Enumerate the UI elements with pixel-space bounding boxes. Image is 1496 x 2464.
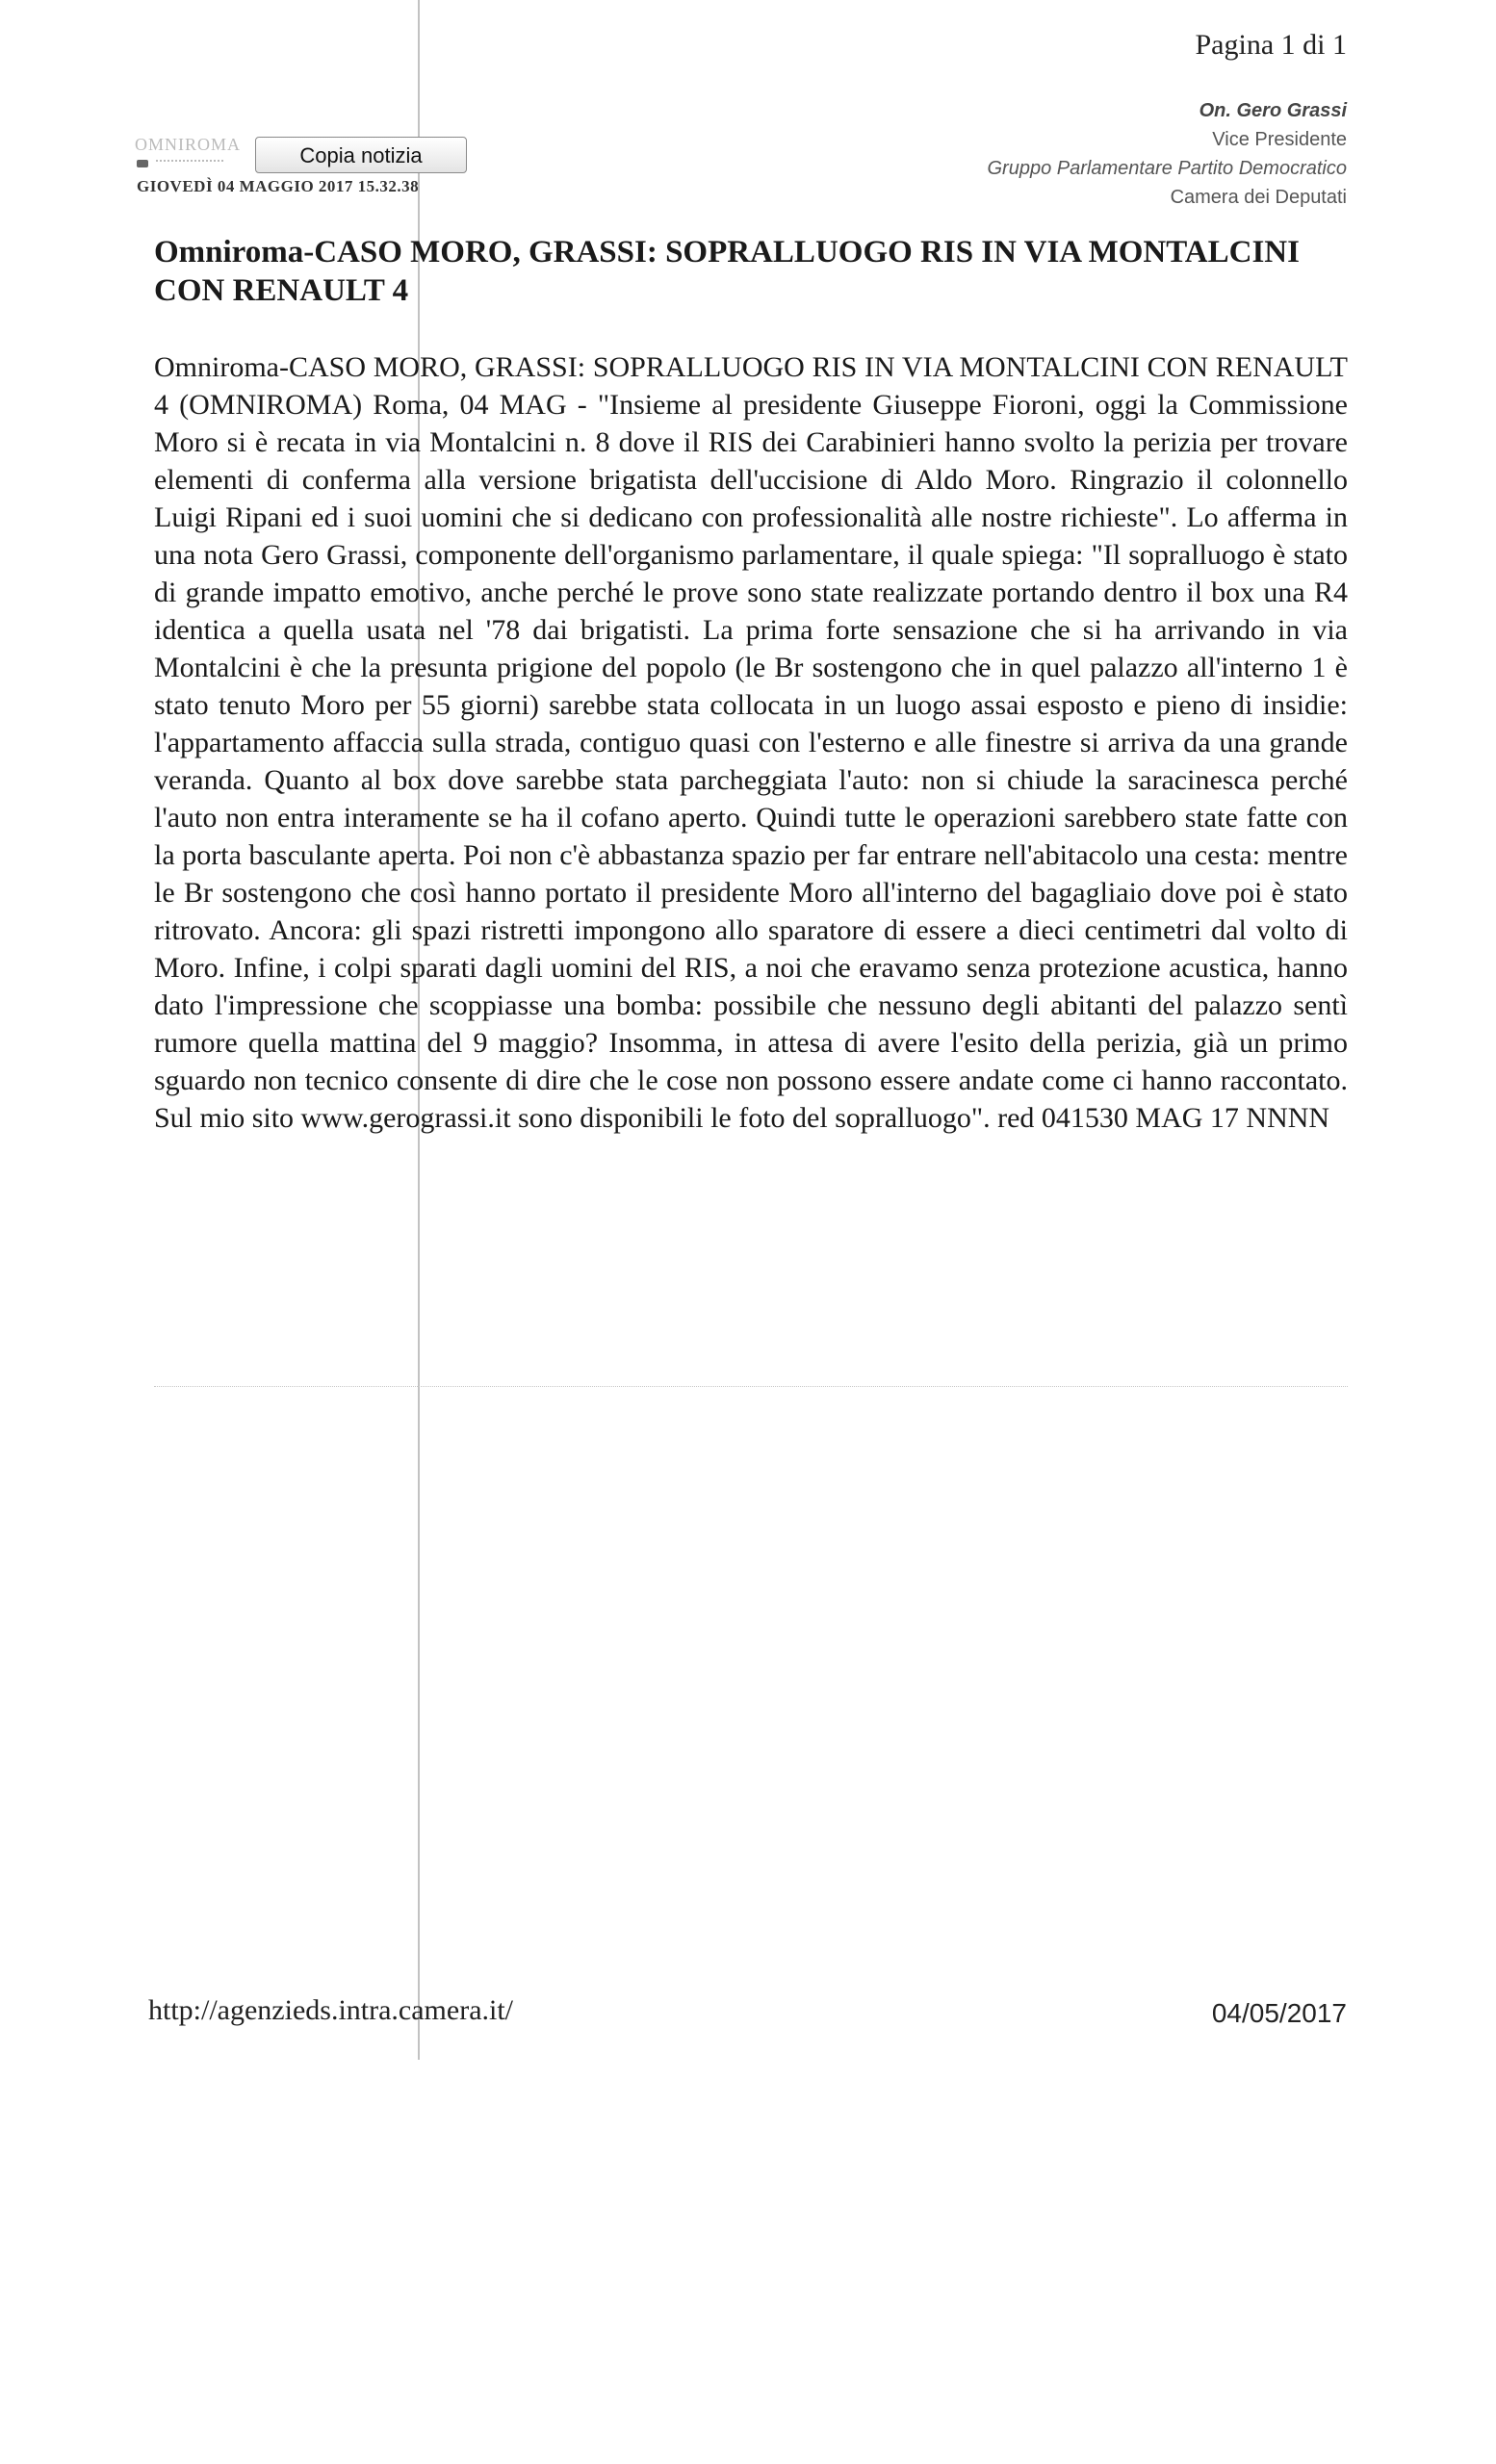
omniroma-logo xyxy=(135,135,250,175)
footer-divider xyxy=(154,1386,1348,1387)
logo-tagline xyxy=(156,160,223,164)
footer-date: 04/05/2017 xyxy=(1211,1998,1347,2028)
stamp-name: On. Gero Grassi xyxy=(1199,100,1347,121)
stamp-chamber: Camera dei Deputati xyxy=(1170,187,1347,208)
logo-text: OMNIROMA xyxy=(135,135,242,154)
logo-mark-icon xyxy=(137,160,148,167)
copy-news-button[interactable]: Copia notizia xyxy=(255,137,467,173)
deputy-stamp xyxy=(933,96,1347,212)
page-number: Pagina 1 di 1 xyxy=(1195,29,1347,61)
article-headline: Omniroma-CASO MORO, GRASSI: SOPRALLUOGO RIS IN VIA MONTALCINI CON RENAULT 4 xyxy=(154,235,1300,308)
news-datetime: GIOVEDÌ 04 MAGGIO 2017 15.32.38 xyxy=(137,177,420,195)
stamp-role: Vice Presidente xyxy=(1212,129,1347,150)
stamp-group: Gruppo Parlamentare Partito Democratico xyxy=(987,158,1347,179)
footer-url: http://agenzieds.intra.camera.it/ xyxy=(148,1994,514,2026)
article-body: Omniroma-CASO MORO, GRASSI: SOPRALLUOGO RIS IN VIA MONTALCINI CON RENAULT 4 (OMNIROMA) Roma, 04 MAG - "Insieme al presidente Giuseppe Fioroni, oggi la Commissione Moro si è recata in via Montalcini n. 8 dove il RIS dei Carabinieri hanno svolto la perizia per trovare elementi di conferma alla versione brigatista dell'uccisione di Aldo Moro. Ringrazio il colonnello Luigi Ripani ed i suoi uomini che si dedicano con professionalità alle nostre richieste". Lo afferma in una nota Gero Grassi, componente dell'organismo parlamentare, il quale spiega: "Il sopralluogo è stato di grande impatto emotivo, anche perché le prove sono state realizzate portando dentro il box una R4 identica a quella usata nel '78 dai brigatisti. La prima forte sensazione che si ha arrivando in via Montalcini è che la presunta prigione del popolo (le Br sostengono che in quel palazzo all'interno 1 è stato tenuto Moro per 55 giorni) sarebbe stata collocata in un luogo assai esposto e pieno di insidie: l'appartamento affaccia sulla strada, contiguo quasi con l'esterno e alle finestre si arriva da una grande veranda. Quanto al box dove sarebbe stata parcheggiata l'auto: non si chiude la saracinesca perché l'auto non entra interamente se ha il cofano aperto. Quindi tutte le operazioni sarebbero state fatte con la porta basculante aperta. Poi non c'è abbastanza spazio per far entrare nell'abitacolo una cesta: mentre le Br sostengono che così hanno portato il presidente Moro all'interno del bagagliaio dove poi è stato ritrovato. Ancora: gli spazi ristretti impongono allo sparatore di essere a dieci centimetri dal volto di Moro. Infine, i colpi sparati dagli uomini del RIS, a noi che eravamo senza protezione acustica, hanno dato l'impressione che scoppiasse una bomba: possibile che nessuno degli abitanti del palazzo sentì rumore quella mattina del 9 maggio? Insomma, in attesa di avere l'esito della perizia, già un primo sguardo non tecnico consente di dire che le cose non possono essere andate come ci hanno raccontato. Sul mio sito www.gerograssi.it sono disponibili le foto del sopralluogo". red 041530 MAG 17 NNNN xyxy=(154,351,1348,1134)
